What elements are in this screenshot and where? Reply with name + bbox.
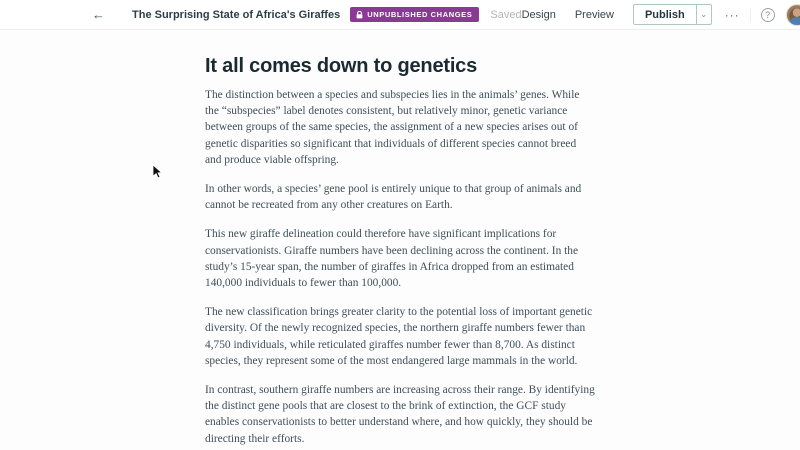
design-tab[interactable]: Design: [521, 8, 556, 21]
badge-label: UNPUBLISHED CHANGES: [367, 10, 473, 19]
publish-split-button: [633, 4, 712, 25]
lock-icon: [356, 11, 363, 19]
article-paragraph[interactable]: In other words, a species’ gene pool is entirely unique to that group of animals and cannot be recreated from any other creatures on Earth.: [205, 183, 582, 212]
unpublished-changes-badge: [350, 7, 479, 22]
help-icon[interactable]: ?: [761, 8, 775, 22]
publish-dropdown-chevron-icon[interactable]: ⌄: [696, 5, 711, 24]
topbar-left-group: [0, 7, 522, 22]
article-heading[interactable]: It all comes down to genetics: [205, 55, 478, 77]
preview-tab[interactable]: Preview: [574, 8, 614, 21]
mouse-cursor-icon: [152, 164, 164, 180]
topbar-right-group: [522, 4, 800, 26]
saved-status: Saved: [490, 8, 522, 21]
user-avatar[interactable]: [786, 4, 800, 26]
back-arrow-icon[interactable]: ←: [92, 7, 132, 22]
article-canvas: [205, 55, 595, 450]
publish-button[interactable]: Publish: [634, 5, 696, 24]
article-paragraph[interactable]: In contrast, southern giraffe numbers are increasing across their range. By identifying the distinct gene pools that are closest to the brink of extinction, the GCF study enables conservationists to better understand where, and how quickly, they should be directing their efforts.: [205, 384, 595, 445]
editor-topbar: [0, 0, 800, 30]
article-paragraph[interactable]: This new giraffe delineation could therefore have significant implications for conservationists. Giraffe numbers have been declining across the continent. In the study’s 15-year span, the number of giraffes in Africa dropped from an estimated 140,000 individuals to fewer than 100,000.: [205, 228, 579, 290]
more-options-icon[interactable]: ···: [724, 7, 740, 22]
document-title[interactable]: The Surprising State of Africa's Giraffes: [132, 8, 341, 21]
article-paragraph[interactable]: The new classification brings greater clarity to the potential loss of important genetic diversity. Of the newly recognized species, the northern giraffe numbers fewer than 4,750 individuals, while reticulated giraffes number fewer than 8,700. As distinct species, they represent some of the most endangered large mammals in the world.: [205, 306, 593, 367]
topbar-divider: [750, 8, 751, 22]
article-paragraph[interactable]: The distinction between a species and subspecies lies in the animals’ genes. While the “subspecies” label denotes consistent, but relatively minor, genetic variance between groups of the same species, the assignment of a new species arises out of genetic disparities so significant that individuals of different species cannot breed and produce viable offspring.: [205, 89, 580, 166]
